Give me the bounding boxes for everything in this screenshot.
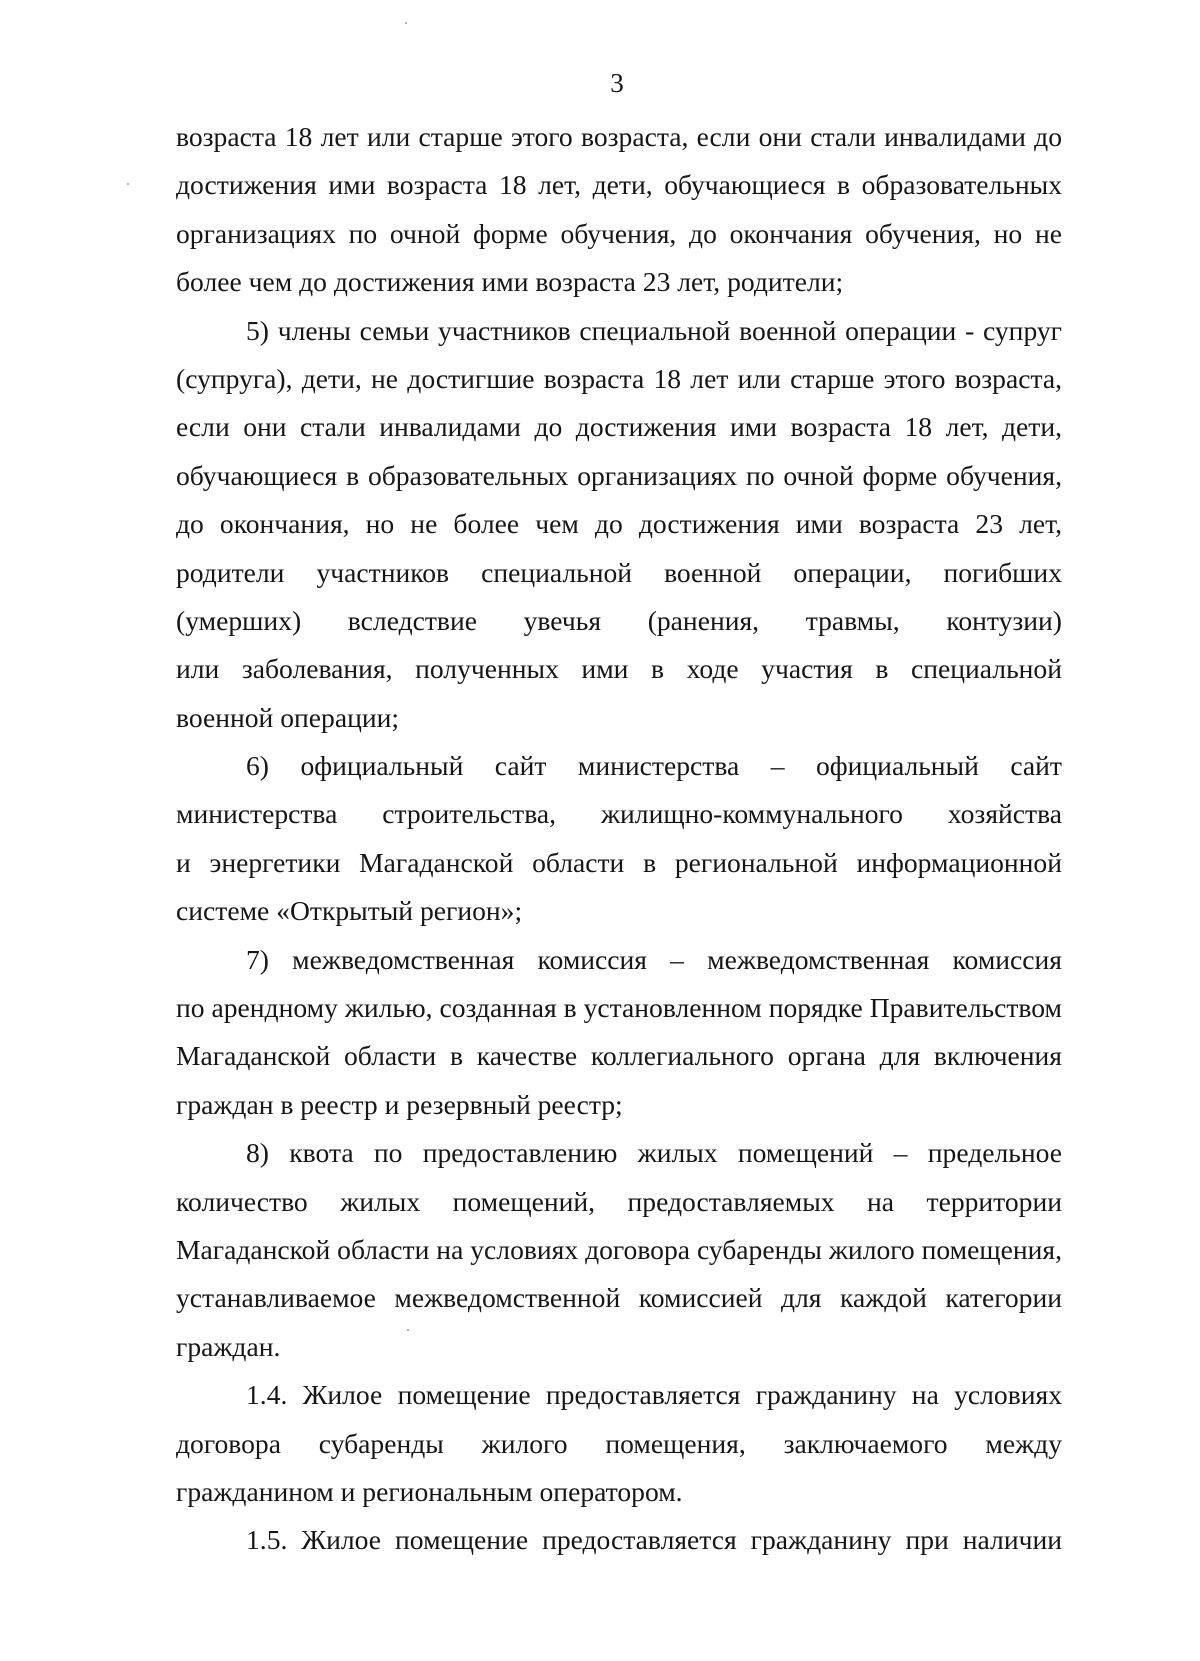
text-line: организациях по очной форме обучения, до окончания обучения, но не [176, 217, 1062, 249]
text-line: если они стали инвалидами до достижения ими возраста 18 лет, дети, [176, 411, 1062, 443]
text-line: родители участников специальной военной операции, погибших [176, 556, 1062, 588]
text-line: Магаданской области на условиях договора субаренды жилого помещения, [176, 1233, 1062, 1265]
text-line: 6) официальный сайт министерства – официальный сайт [246, 750, 1062, 782]
paragraph [176, 1516, 1062, 1564]
text-line: Магаданской области в качестве коллегиального органа для включения [176, 1040, 1062, 1072]
text-line: военной операции; [176, 701, 400, 733]
paragraph [176, 113, 1062, 307]
text-line: обучающиеся в образовательных организациях по очной форме обучения, [176, 459, 1062, 491]
text-line: 5) члены семьи участников специальной военной операции - супруг [246, 314, 1062, 346]
paragraph [176, 1371, 1062, 1516]
paragraph [176, 1129, 1062, 1371]
text-line: (супруга), дети, не достигшие возраста 18 лет или старше этого возраста, [176, 362, 1062, 394]
text-line: граждан. [176, 1330, 281, 1362]
text-line: 1.5. Жилое помещение предоставляется гражданину при наличии [246, 1524, 1062, 1556]
text-line: граждан в реестр и резервный реестр; [176, 1088, 623, 1120]
text-line: возраста 18 лет или старше этого возраста, если они стали инвалидами до [176, 121, 1062, 152]
text-line: министерства строительства, жилищно-коммунального хозяйства [176, 798, 1062, 830]
text-line: 8) квота по предоставлению жилых помещений – предельное [246, 1137, 1062, 1169]
text-line: по арендному жилью, созданная в установленном порядке Правительством [176, 992, 1062, 1024]
text-line: гражданином и региональным оператором. [176, 1475, 683, 1507]
paragraph [176, 742, 1062, 936]
text-line: устанавливаемое межведомственной комиссией для каждой категории [176, 1282, 1062, 1314]
document-body [176, 113, 1062, 1565]
text-line: или заболевания, полученных ими в ходе участия в специальной [176, 653, 1062, 685]
text-line: количество жилых помещений, предоставляемых на территории [176, 1185, 1062, 1217]
text-line: более чем до достижения ими возраста 23 лет, родители; [176, 266, 844, 298]
text-line: 1.4. Жилое помещение предоставляется гражданину на условиях [246, 1379, 1062, 1411]
text-line: (умерших) вследствие увечья (ранения, травмы, контузии) [176, 604, 1062, 636]
paragraph [176, 307, 1062, 743]
text-line: договора субаренды жилого помещения, заключаемого между [176, 1427, 1062, 1459]
scan-speck [127, 183, 129, 185]
scan-speck [405, 22, 407, 24]
text-line: 7) межведомственная комиссия – межведомственная комиссия [246, 943, 1062, 975]
text-line: системе «Открытый регион»; [176, 895, 523, 927]
text-line: достижения ими возраста 18 лет, дети, обучающиеся в образовательных [176, 169, 1062, 201]
page-number: 3 [610, 68, 624, 98]
text-line: и энергетики Магаданской области в региональной информационной [176, 846, 1062, 878]
paragraph [176, 936, 1062, 1130]
text-line: до окончания, но не более чем до достижения ими возраста 23 лет, [176, 508, 1062, 540]
